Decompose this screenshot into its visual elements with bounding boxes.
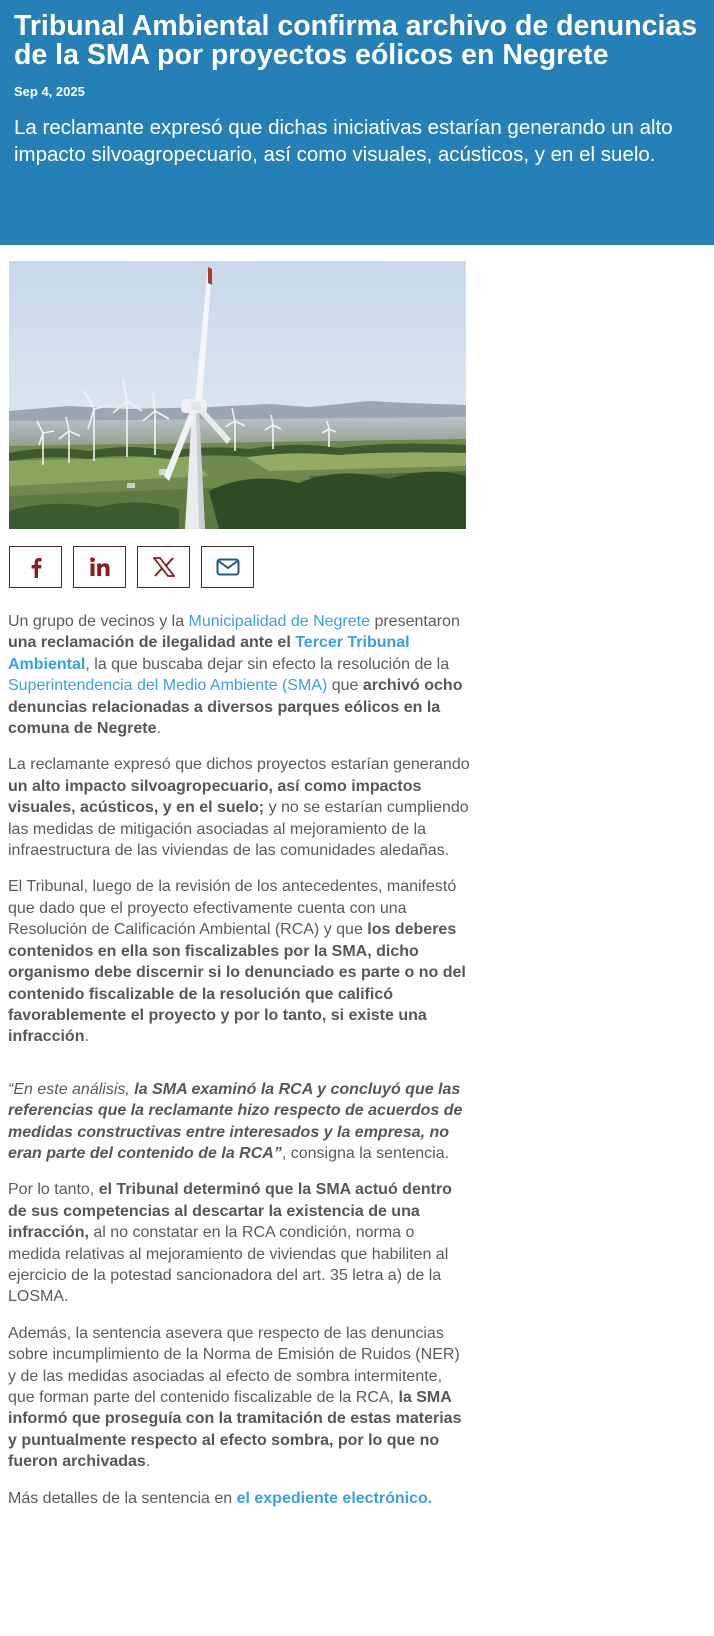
- facebook-icon: [26, 556, 46, 578]
- text: y no se estarían cumpliendo las medidas de mitigación asociadas al mejoramiento de la infraestructura de las viviendas de las comunidades aledañas.: [8, 799, 469, 860]
- article-quote-paragraph: [8, 1079, 470, 1165]
- share-bar: [9, 546, 254, 588]
- share-x-button[interactable]: [137, 546, 190, 588]
- text: La reclamante expresó que dichos proyectos estarían generando: [8, 756, 470, 774]
- sma-link[interactable]: Superintendencia del Medio Ambiente (SMA): [8, 677, 328, 695]
- share-facebook-button[interactable]: [9, 546, 62, 588]
- article-body: [8, 611, 470, 1524]
- article-lede: La reclamante expresó que dichas iniciativas estarían generando un alto impacto silvoagropecuario, así como visuales, acústicos, y en el suelo.: [14, 116, 673, 166]
- bold-text: el Tribunal determinó que la SMA actuó dentro de sus competencias al descartar la existencia de una infracción,: [8, 1181, 452, 1242]
- article-paragraph: [8, 1488, 470, 1509]
- bold-text: los deberes contenidos en ella son fiscalizables por la SMA, dicho organismo debe discernir si lo denunciado es parte o no del contenido fiscalizable de la resolución que calificó favorablemente el proyecto y por lo tanto, si existe una infracción: [8, 921, 466, 1046]
- quote-bold-text: la SMA examinó la RCA y concluyó que las referencias que la reclamante hizo respecto de acuerdos de medidas constructivas entre interesados y la empresa, no eran parte del contenido de la RCA”: [8, 1080, 463, 1162]
- bold-text: una reclamación de ilegalidad ante el: [8, 634, 296, 652]
- text: presentaron: [370, 613, 460, 630]
- text: Un grupo de vecinos y la: [8, 613, 189, 630]
- text: El Tribunal, luego de la revisión de los antecedentes, manifestó que dado que el proyecto efectivamente cuenta con una Resolución de Calificación Ambiental (RCA) y que: [8, 878, 457, 939]
- article-paragraph: [8, 1179, 470, 1307]
- mail-icon: [216, 558, 240, 576]
- tribunal-link[interactable]: Tercer Tribunal Ambiental: [8, 634, 410, 673]
- quote-text: “En este análisis,: [8, 1080, 135, 1098]
- article-paragraph: [8, 754, 470, 861]
- x-icon: [153, 557, 175, 577]
- text: .: [156, 720, 161, 738]
- article-paragraph: [8, 876, 470, 1047]
- article-paragraph: [8, 611, 470, 739]
- text: , la que buscaba dejar sin efecto la resolución de la: [85, 655, 450, 673]
- article-header: [0, 0, 714, 245]
- text: Por lo tanto,: [8, 1181, 99, 1199]
- share-email-button[interactable]: [201, 546, 254, 588]
- bold-text: la SMA informó que proseguía con la tramitación de estas materias y puntualmente respecto al efecto sombra, por lo que no fueron archivadas: [8, 1389, 462, 1471]
- bold-text: un alto impacto silvoagropecuario, así como impactos visuales, acústicos, y en el suelo;: [8, 777, 422, 817]
- text: Más detalles de la sentencia en: [8, 1489, 237, 1507]
- text: , consigna la sentencia.: [281, 1144, 450, 1162]
- bold-text: archivó ocho denuncias relacionadas a diversos parques eólicos en la comuna de Negrete: [8, 677, 463, 738]
- linkedin-icon: [89, 557, 111, 577]
- text: Además, la sentencia asevera que respecto de las denuncias sobre incumplimiento de la Norma de Emisión de Ruidos (NER) y de las medidas asociadas al efecto de sombra intermitente, que forman parte del contenido fiscalizable de la RCA,: [8, 1324, 460, 1406]
- municipalidad-link[interactable]: Municipalidad de Negrete: [188, 613, 370, 630]
- text: al no constatar en la RCA condición, norma o medida relativas al mejoramiento de viviendas que habiliten al ejercicio de la potestad sancionadora del art. 35 letra a) de la LOSMA.: [8, 1224, 449, 1306]
- article-paragraph: [8, 1323, 470, 1473]
- expediente-link[interactable]: el expediente electrónico.: [236, 1489, 433, 1507]
- text: .: [145, 1453, 151, 1471]
- text: .: [84, 1028, 89, 1046]
- article-title: Tribunal Ambiental confirma archivo de denuncias de la SMA por proyectos eólicos en Negrete: [14, 10, 698, 71]
- text: que: [327, 677, 363, 695]
- share-linkedin-button[interactable]: [73, 546, 126, 588]
- wind-farm-photo: [9, 261, 466, 529]
- publish-date: Sep 4, 2025: [14, 84, 85, 99]
